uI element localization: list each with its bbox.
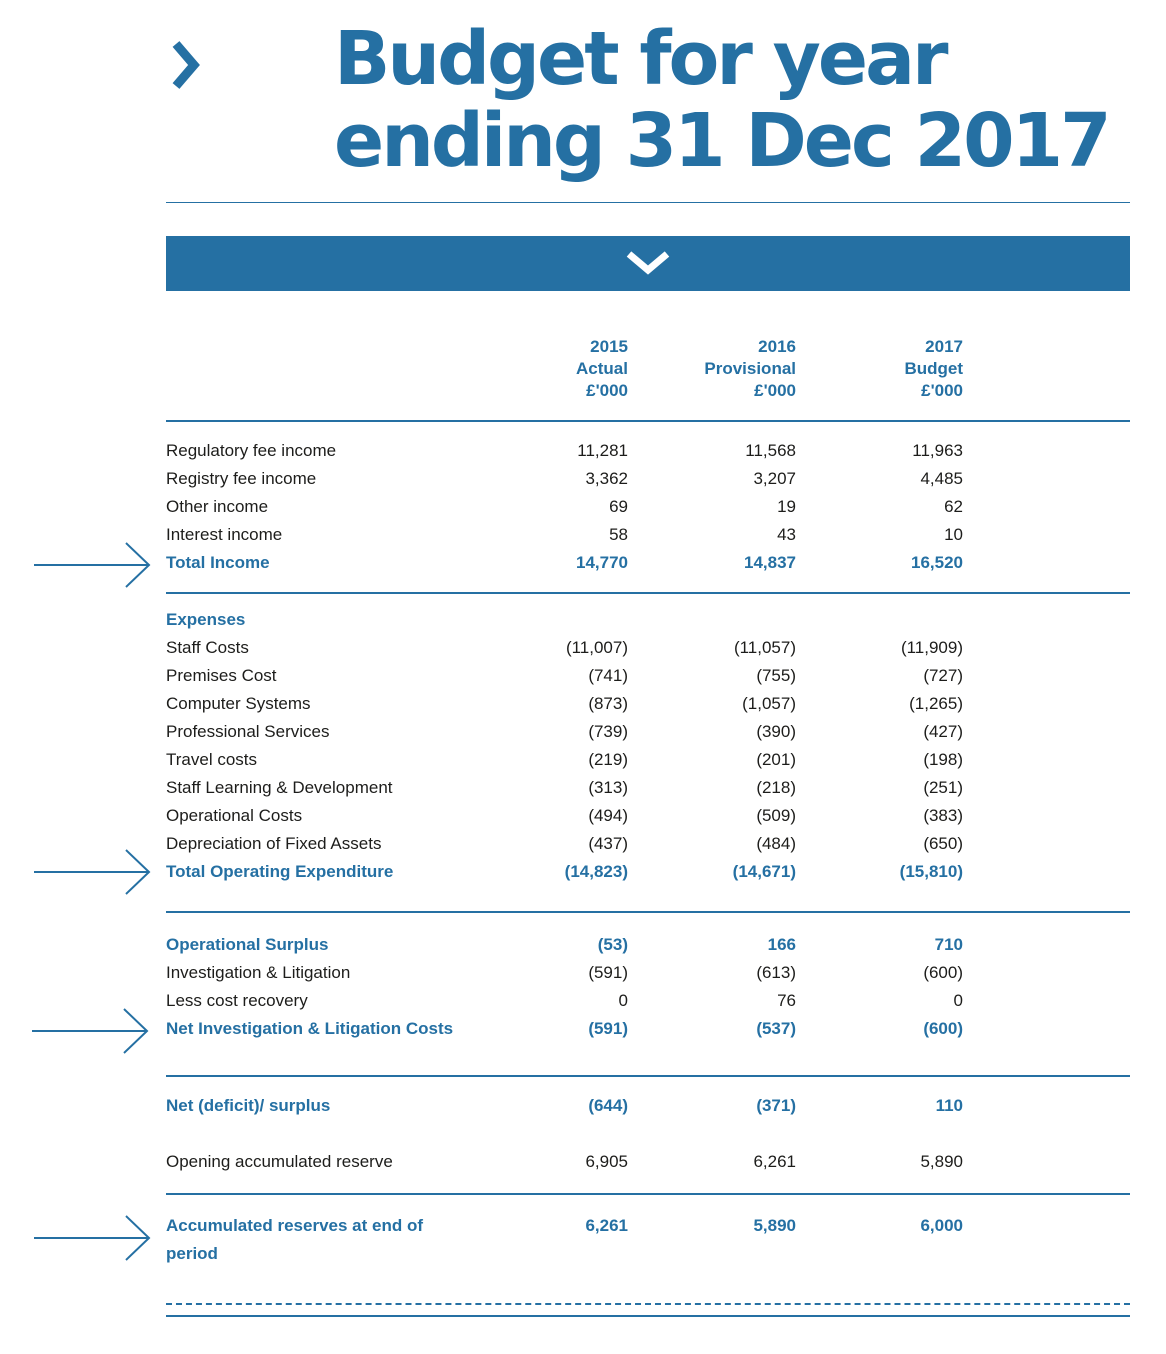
page-title [334,18,1154,182]
row-label: Staff Costs [166,638,249,657]
bottom-rule [166,1315,1130,1317]
value-2016: (537) [756,1019,796,1038]
value-2017: (727) [923,666,963,685]
table-rule [166,592,1130,594]
value-2016: (1,057) [742,694,796,713]
value-2017: (15,810) [899,862,963,881]
page-title-line-1: Budget for year [334,16,946,102]
value-2017: (427) [923,722,963,741]
value-2015: 0 [618,991,628,1010]
value-2015: 6,261 [585,1216,628,1235]
value-2015: 14,770 [576,553,628,572]
value-2017: 5,890 [920,1152,963,1171]
value-2017: 11,963 [912,441,963,460]
row-label-accumulated-reserves-cont: period [166,1244,218,1263]
row-label: Depreciation of Fixed Assets [166,834,382,853]
value-2015: (739) [588,722,628,741]
page-title-line-2: ending 31 Dec 2017 [334,98,1109,184]
value-2015: 11,281 [577,441,628,460]
value-2016: 5,890 [753,1216,796,1235]
value-2017: 16,520 [911,553,963,572]
value-2016: 3,207 [753,469,796,488]
value-2017: (251) [923,778,963,797]
value-2015: (644) [588,1096,628,1115]
chevron-down-icon [626,251,670,275]
value-2017: 710 [934,935,963,954]
col-header-2015 [468,336,628,402]
row-label: Investigation & Litigation [166,963,351,982]
row-label-total-operating-expenditure: Total Operating Expenditure [166,862,394,881]
value-2016: (14,671) [732,862,796,881]
value-2016: 6,261 [753,1152,796,1171]
value-2017: (650) [923,834,963,853]
value-2016: (484) [756,834,796,853]
col-header-2016 [636,336,796,402]
value-2015: (873) [588,694,628,713]
row-label: Professional Services [166,722,330,741]
value-2017: 62 [944,497,963,516]
row-label: Regulatory fee income [166,441,337,460]
value-2017: 10 [944,525,963,544]
col-header-label: Actual [576,359,628,378]
value-2015: (53) [597,935,628,954]
table-rule [166,420,1130,422]
value-2017: 0 [953,991,963,1010]
arrow-right-icon [30,1212,154,1264]
value-2015: 3,362 [585,469,628,488]
value-2016: 43 [777,525,796,544]
col-header-year: 2016 [758,337,796,356]
value-2015: 69 [609,497,628,516]
value-2016: (201) [756,750,796,769]
col-header-year: 2015 [590,337,628,356]
row-label: Interest income [166,525,283,544]
row-label-accumulated-reserves: Accumulated reserves at end of [166,1216,423,1235]
row-label: Travel costs [166,750,258,769]
value-2016: 11,568 [745,441,796,460]
title-divider [166,202,1130,203]
arrow-right-icon [30,539,154,591]
value-2017: 110 [935,1096,963,1115]
col-header-2017 [803,336,963,402]
value-2016: (509) [756,806,796,825]
row-label: Staff Learning & Development [166,778,393,797]
value-2015: 6,905 [585,1152,628,1171]
table-rule [166,1193,1130,1195]
value-2016: 166 [767,935,796,954]
value-2017: (600) [923,963,963,982]
value-2017: 6,000 [920,1216,963,1235]
row-label: Other income [166,497,269,516]
col-header-label: Provisional [704,359,796,378]
row-label: Less cost recovery [166,991,308,1010]
value-2017: 4,485 [920,469,963,488]
value-2016: 14,837 [744,553,796,572]
table-rule [166,1075,1130,1077]
value-2016: (390) [756,722,796,741]
arrow-right-icon [30,846,154,898]
value-2015: (14,823) [564,862,628,881]
value-2015: (591) [588,1019,628,1038]
row-label-net-investigation: Net Investigation & Litigation Costs [166,1019,454,1038]
row-label: Opening accumulated reserve [166,1152,393,1171]
row-label: Registry fee income [166,469,317,488]
value-2017: (1,265) [909,694,963,713]
value-2017: (11,909) [900,638,963,657]
value-2016: 76 [777,991,796,1010]
value-2016: (218) [756,778,796,797]
value-2016: (755) [756,666,796,685]
col-header-year: 2017 [925,337,963,356]
value-2015: 58 [609,525,628,544]
value-2017: (198) [923,750,963,769]
section-heading-expenses: Expenses [166,610,246,629]
col-header-unit: £'000 [921,381,963,400]
value-2016: (11,057) [733,638,796,657]
value-2015: (219) [588,750,628,769]
value-2016: (613) [756,963,796,982]
chevron-right-icon [166,38,202,92]
arrow-right-icon [28,1005,152,1057]
dashed-divider [166,1303,1130,1305]
value-2017: (600) [923,1019,963,1038]
col-header-unit: £'000 [754,381,796,400]
row-label: Computer Systems [166,694,311,713]
row-label-operational-surplus: Operational Surplus [166,935,329,954]
value-2015: (437) [588,834,628,853]
row-label: Premises Cost [166,666,277,685]
value-2017: (383) [923,806,963,825]
value-2015: (11,007) [565,638,628,657]
row-label-net-deficit-surplus: Net (deficit)/ surplus [166,1096,331,1115]
value-2015: (313) [588,778,628,797]
value-2016: 19 [777,497,796,516]
row-label-total-income: Total Income [166,553,270,572]
table-rule [166,911,1130,913]
value-2015: (741) [588,666,628,685]
col-header-label: Budget [904,359,963,378]
value-2015: (591) [588,963,628,982]
col-header-unit: £'000 [586,381,628,400]
value-2015: (494) [588,806,628,825]
value-2016: (371) [756,1096,796,1115]
row-label: Operational Costs [166,806,303,825]
